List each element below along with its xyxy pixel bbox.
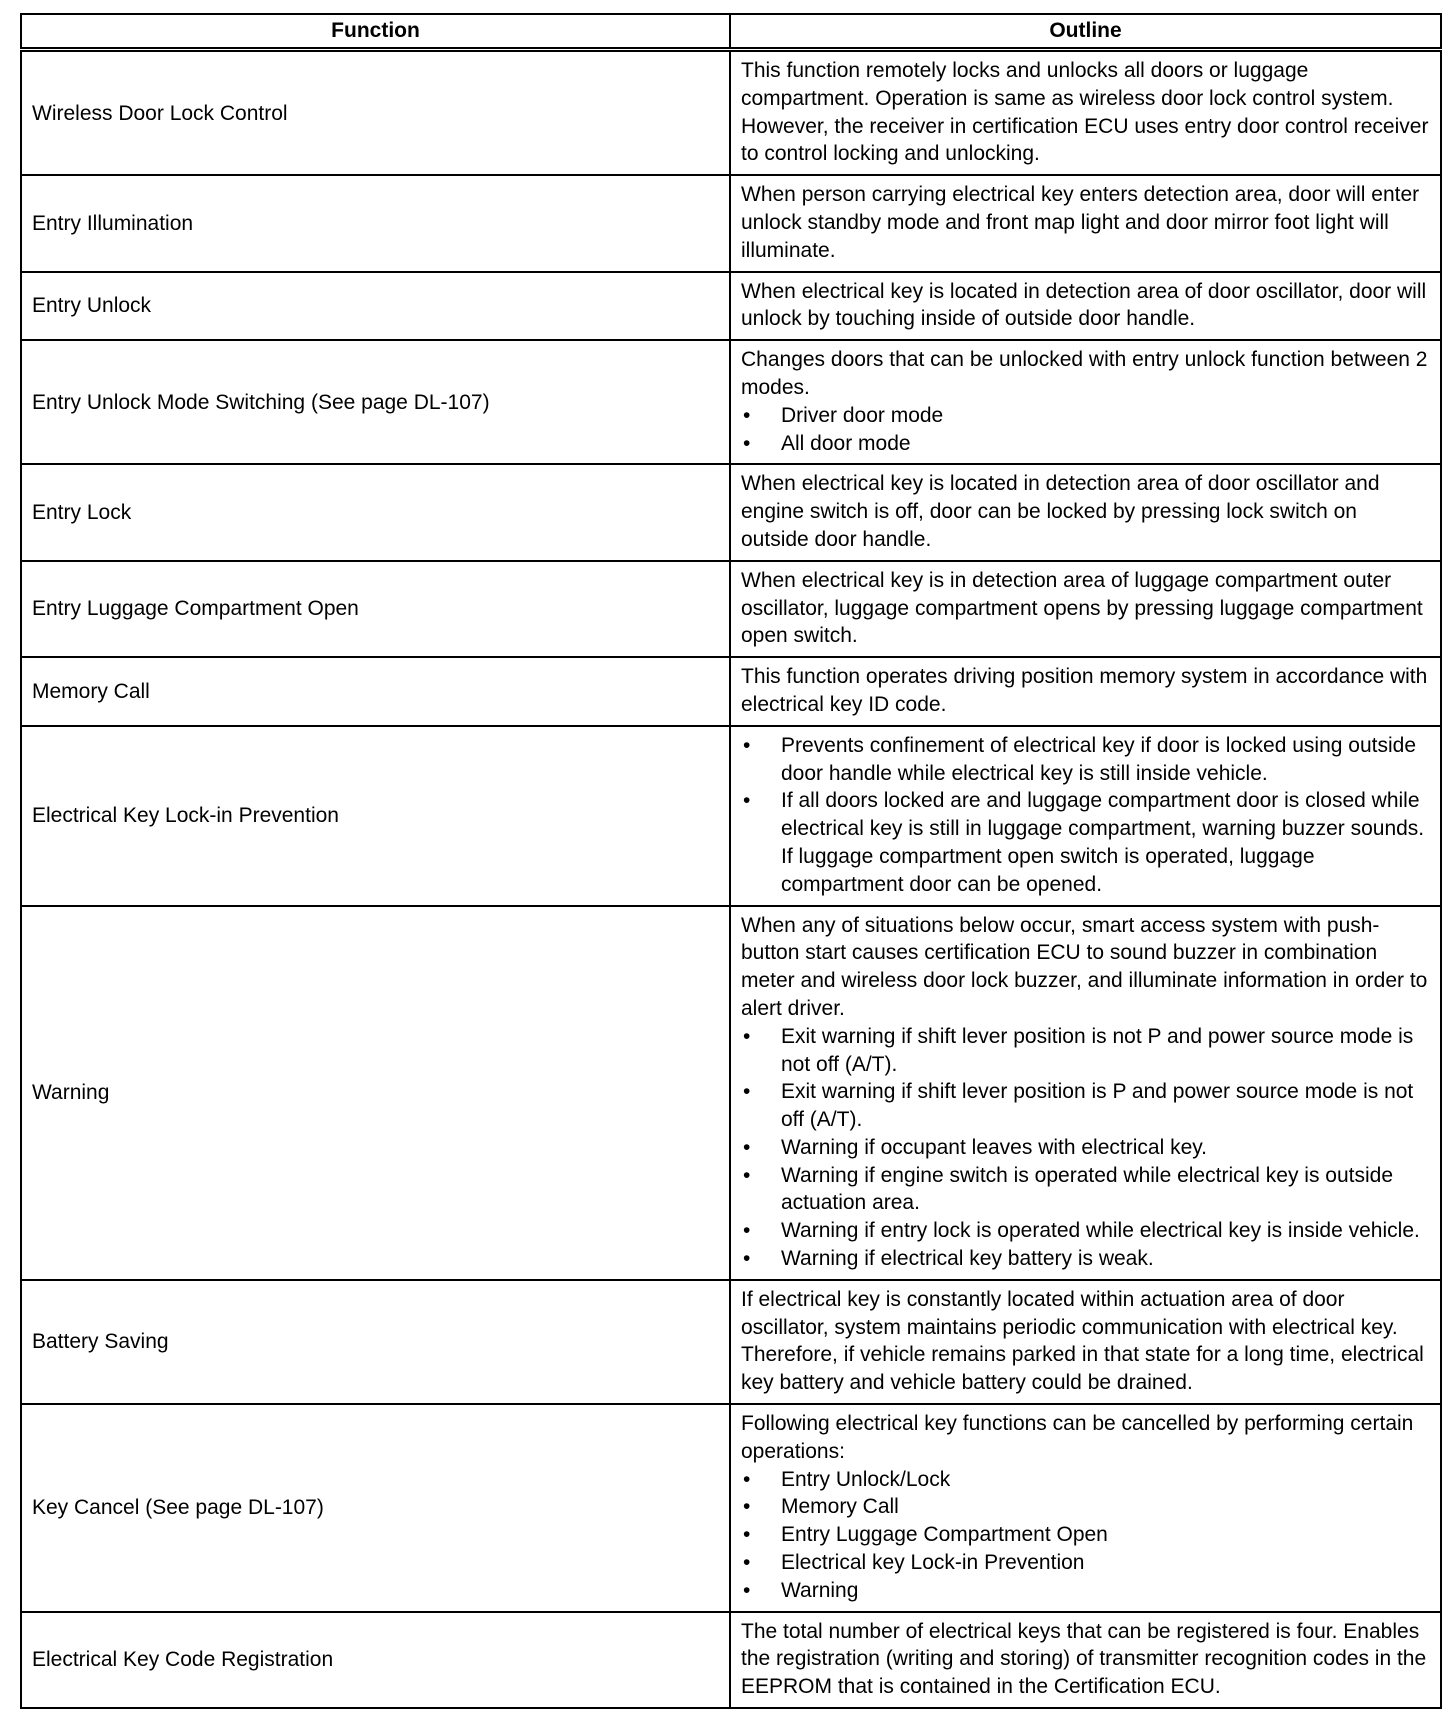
function-column-header: Function — [21, 14, 730, 50]
function-cell: Entry Lock — [21, 464, 730, 560]
function-cell: Entry Unlock Mode Switching (See page DL-107) — [21, 340, 730, 464]
list-item: • Warning if entry lock is operated while electrical key is inside vehicle. — [741, 1217, 1430, 1245]
function-cell: Wireless Door Lock Control — [21, 50, 730, 176]
outline-text: This function operates driving position memory system in accordance with electrical key ID code. — [741, 665, 1428, 716]
outline-cell — [730, 1612, 1441, 1708]
outline-text: When any of situations below occur, smart access system with push-button start causes certification ECU to sound buzzer in combination meter and wireless door lock buzzer, and illuminate information in order to alert driver. — [741, 913, 1428, 1020]
list-item: • All door mode — [741, 430, 1430, 458]
list-item: • Exit warning if shift lever position is not P and power source mode is not off (A/T). — [741, 1023, 1430, 1079]
outline-cell — [730, 175, 1441, 271]
list-item: • Driver door mode — [741, 402, 1430, 430]
function-cell: Battery Saving — [21, 1280, 730, 1404]
table-row — [21, 1280, 1441, 1404]
list-item: • Entry Unlock/Lock — [741, 1466, 1430, 1494]
table-row — [21, 272, 1441, 341]
function-cell: Entry Luggage Compartment Open — [21, 561, 730, 657]
table-row — [21, 1404, 1441, 1612]
outline-text: Following electrical key functions can be cancelled by performing certain operations: — [741, 1412, 1414, 1463]
outline-cell — [730, 1404, 1441, 1612]
table-row — [21, 340, 1441, 464]
function-cell: Key Cancel (See page DL-107) — [21, 1404, 730, 1612]
outline-cell — [730, 906, 1441, 1280]
outline-text: When electrical key is located in detection area of door oscillator and engine switch is off, door can be locked by pressing lock switch on outside door handle. — [741, 472, 1380, 551]
outline-cell — [730, 464, 1441, 560]
table-row — [21, 657, 1441, 726]
function-outline-table — [20, 13, 1440, 1709]
outline-cell — [730, 726, 1441, 906]
list-item: • If all doors locked are and luggage compartment door is closed while electrical key is still in luggage compartment, warning buzzer sounds. If luggage compartment open switch is operated, luggage compartment door can be opened. — [741, 787, 1430, 898]
list-item: • Warning — [741, 1577, 1430, 1605]
table-row — [21, 1612, 1441, 1708]
function-cell: Electrical Key Lock-in Prevention — [21, 726, 730, 906]
bullet-list — [741, 1466, 1430, 1605]
outline-column-header: Outline — [730, 14, 1441, 50]
outline-text: When person carrying electrical key enters detection area, door will enter unlock standby mode and front map light and door mirror foot light will illuminate. — [741, 183, 1420, 262]
list-item: • Memory Call — [741, 1493, 1430, 1521]
outline-text: This function remotely locks and unlocks all doors or luggage compartment. Operation is same as wireless door lock control system. However, the receiver in certification ECU uses entry door control receiver to control locking and unlocking. — [741, 59, 1429, 166]
function-cell: Electrical Key Code Registration — [21, 1612, 730, 1708]
function-cell: Memory Call — [21, 657, 730, 726]
table-row — [21, 906, 1441, 1280]
list-item: • Warning if engine switch is operated while electrical key is outside actuation area. — [741, 1162, 1430, 1218]
table-row — [21, 464, 1441, 560]
list-item: • Warning if electrical key battery is weak. — [741, 1245, 1430, 1273]
outline-cell — [730, 272, 1441, 341]
outline-text: The total number of electrical keys that can be registered is four. Enables the registration (writing and storing) of transmitter recognition codes in the EEPROM that is contained in the Certification ECU. — [741, 1619, 1427, 1699]
outline-text: When electrical key is in detection area of luggage compartment outer oscillator, luggage compartment opens by pressing luggage compartment open switch. — [741, 568, 1423, 648]
list-item: • Exit warning if shift lever position is P and power source mode is not off (A/T). — [741, 1078, 1430, 1134]
outline-cell — [730, 1280, 1441, 1404]
list-item: • Prevents confinement of electrical key if door is locked using outside door handle while electrical key is still inside vehicle. — [741, 732, 1430, 788]
outline-text: When electrical key is located in detection area of door oscillator, door will unlock by touching inside of outside door handle. — [741, 279, 1427, 331]
bullet-list — [741, 402, 1430, 458]
table-row — [21, 726, 1441, 906]
outline-cell — [730, 340, 1441, 464]
function-cell: Entry Illumination — [21, 175, 730, 271]
bullet-list — [741, 1023, 1430, 1273]
list-item: • Electrical key Lock-in Prevention — [741, 1549, 1430, 1577]
outline-cell — [730, 657, 1441, 726]
outline-text: If electrical key is constantly located within actuation area of door oscillator, system maintains periodic communication with electrical key. Therefore, if vehicle remains parked in that state for a long time, electrical key battery and vehicle battery could be drained. — [741, 1287, 1424, 1395]
outline-cell — [730, 50, 1441, 176]
outline-cell — [730, 561, 1441, 657]
table-row — [21, 175, 1441, 271]
function-cell: Warning — [21, 906, 730, 1280]
bullet-list — [741, 732, 1430, 899]
table-row — [21, 561, 1441, 657]
function-cell: Entry Unlock — [21, 272, 730, 341]
list-item: • Warning if occupant leaves with electrical key. — [741, 1134, 1430, 1162]
list-item: • Entry Luggage Compartment Open — [741, 1521, 1430, 1549]
header-row — [21, 14, 1441, 50]
outline-text: Changes doors that can be unlocked with entry unlock function between 2 modes. — [741, 348, 1428, 399]
table-row — [21, 50, 1441, 176]
